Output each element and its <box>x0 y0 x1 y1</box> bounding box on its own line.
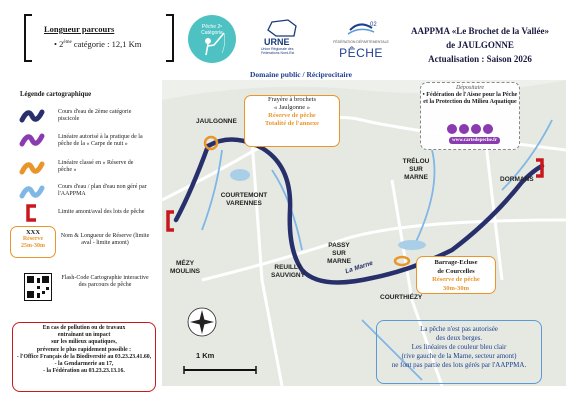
fisherman-icon <box>188 15 236 63</box>
domain-label: Domaine public / Réciprocitaire <box>249 70 352 79</box>
pollution-line: entraînant un impact <box>57 332 111 339</box>
qr-code-icon <box>25 274 51 300</box>
rules-line: La pêche n'est pas autorisée <box>420 325 498 333</box>
parcours-title: Longueur parcours <box>44 24 115 34</box>
svg-text:02: 02 <box>370 22 377 28</box>
right-bracket <box>166 14 174 62</box>
place-courthiezy: COURTHIÉZY <box>380 294 423 301</box>
title-line-1: AAPPMA «Le Brochet de la Vallée» <box>410 26 550 36</box>
reserve-box-label: Réserve <box>22 236 44 242</box>
urne-logo-subtext: Union Régionale des Fédérations Nord-Est <box>261 47 295 55</box>
qr-code[interactable] <box>24 273 52 301</box>
frayere-extent: Totalité de l'annexe <box>265 120 319 127</box>
pollution-notice <box>12 322 156 392</box>
reserve-legend-text: Nom & Longueur de Réserve (limite aval - limite amont) <box>60 233 150 247</box>
page-title <box>398 24 562 66</box>
pollution-line: En cas de pollution ou de travaux <box>42 325 126 331</box>
frayere-name: « Jaulgonne » <box>273 104 311 111</box>
barrage-title: Barrage-Ecluse <box>434 259 478 266</box>
fishing-category-logo <box>188 15 236 63</box>
payment-icons <box>447 124 495 137</box>
barrage-location: de Courcelles <box>437 267 475 275</box>
title-line-2: de JAULGONNE <box>446 40 514 50</box>
rules-line: Les linéaires de couleur bleu clair <box>411 343 507 351</box>
place-jaulgonne: JAULGONNE <box>196 118 237 125</box>
urne-logo-text: URNE <box>264 37 290 47</box>
legend-item-reserve: Linéaire classé en « Réserve de pêche » <box>58 160 134 174</box>
federation-logo-small: FÉDÉRATION DÉPARTEMENTALE <box>333 40 389 44</box>
barrage-callout <box>416 256 496 294</box>
left-bracket <box>24 14 32 62</box>
rules-notice <box>376 320 542 384</box>
qr-code-text: Flash-Code Cartographie interactive des parcours de pêche <box>61 275 149 289</box>
light-blue-river-icon <box>22 188 42 196</box>
purple-river-icon <box>22 136 42 144</box>
rules-line: (rive gauche de la Marne, secteur amont) <box>401 352 517 360</box>
rules-line: des deux berges. <box>435 334 483 342</box>
pond <box>398 240 426 250</box>
depositaire-url[interactable]: www.cartedepeche.fr <box>449 137 500 144</box>
fish-wave-icon <box>330 16 392 40</box>
legend-item-limit: Limite amont/aval des lots de pêche <box>58 209 145 215</box>
place-dormans: DORMANS <box>500 176 534 183</box>
reserve-box-name: XXX <box>25 229 41 236</box>
river-name-label: La Marne <box>344 259 374 276</box>
depositaire-box <box>420 82 520 150</box>
reserve-legend-box <box>10 226 56 258</box>
depositaire-org: • Fédération de l'Aisne pour la Pêche et la Protection du Milieu Aquatique <box>422 92 518 106</box>
pond <box>230 169 250 181</box>
france-map-icon <box>254 18 312 38</box>
pollution-line: - l'Office Français de la Biodiversité au 03.23.23.41.60, <box>16 353 152 360</box>
title-line-3: Actualisation : Saison 2026 <box>428 54 532 64</box>
scale-label: 1 Km <box>196 351 215 360</box>
pollution-line: - la Gendarmerie au 17, <box>54 361 114 368</box>
pollution-line: sur les milieux aquatiques, <box>51 339 117 346</box>
legend-icons <box>18 106 48 228</box>
fishing-logo-text: Pêche 2ᵉ Catégorie <box>201 24 223 36</box>
barrage-length: 30m-30m <box>443 284 469 292</box>
compass-rose-icon <box>188 308 216 336</box>
federation-logo <box>330 16 392 64</box>
pollution-line: - la Fédération au 03.23.23.13.16. <box>43 368 125 375</box>
rules-line: ne font pas partie des lots gérés par l'AAPPMA. <box>391 361 527 369</box>
legend-item-non-managed: Cours d'eau / plan d'eau non géré par l'AAPPMA <box>58 184 147 198</box>
frayere-callout <box>244 95 340 147</box>
place-mezy: MÉZY MOULINS <box>170 260 200 275</box>
place-trelou: TRÉLOU SUR MARNE <box>402 158 430 181</box>
legend-title: Légende cartographique <box>20 91 92 98</box>
federation-logo-big: PÊCHE <box>339 46 383 60</box>
frayere-reserve-label: Réserve de pêche <box>268 112 316 119</box>
orange-river-icon <box>22 164 42 172</box>
reserve-box-length: 25m-30m <box>21 243 45 249</box>
frayere-title: Frayère à brochets <box>267 96 316 103</box>
place-reuilly: REUILLY SAUVIGNY <box>271 264 305 279</box>
depositaire-heading: Dépositaire <box>455 85 485 91</box>
parcours-category: • 2ème catégorie : 12,1 Km <box>54 39 142 49</box>
place-courtemont: COURTEMONT VARENNES <box>220 192 268 207</box>
legend-item-carpe: Linéaire autorisé à la pratique de la pêche de la « Carpe de nuit » <box>58 134 143 148</box>
urne-logo <box>254 18 312 60</box>
dark-blue-river-icon <box>22 112 42 120</box>
parcours-length-box <box>24 14 174 58</box>
place-passy: PASSY SUR MARNE <box>327 242 351 265</box>
barrage-reserve-label: Réserve de pêche <box>432 276 480 283</box>
pollution-line: prévenez le plus rapidement possible : <box>36 346 132 353</box>
legend-item-main-river: Cours d'eau de 2ème catégorie piscicole <box>58 109 132 123</box>
red-bracket-icon <box>28 206 36 220</box>
